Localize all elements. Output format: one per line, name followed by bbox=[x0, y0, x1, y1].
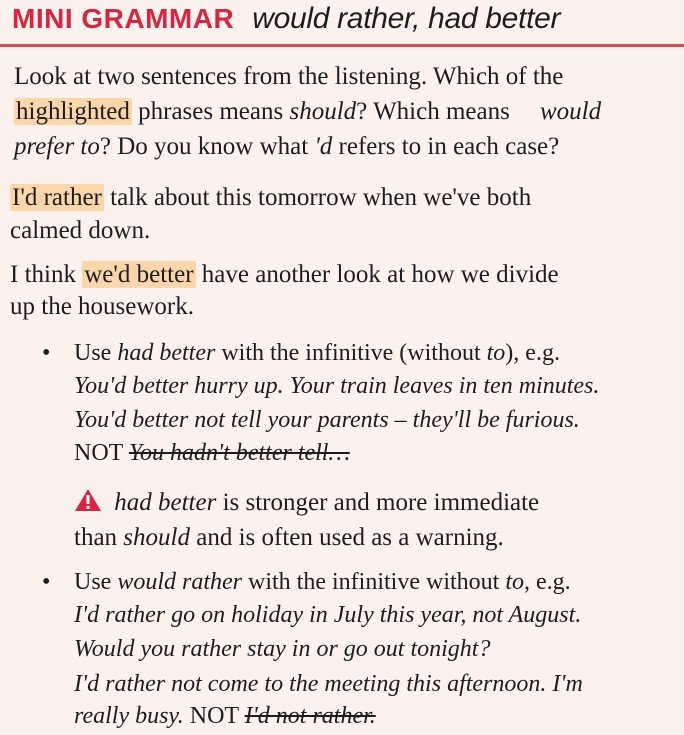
highlighted-word: highlighted bbox=[16, 98, 130, 125]
italic-term: should bbox=[289, 98, 357, 125]
struck-example: I'd not rather. bbox=[244, 703, 376, 729]
bullet-2-rule: Use would rather with the infinitive without to, e.g. bbox=[74, 569, 571, 595]
italic-term: should bbox=[123, 524, 190, 551]
section-title: MINI GRAMMAR bbox=[12, 3, 235, 34]
bullet-2-example-2: Would you rather stay in or go out tonight? bbox=[74, 636, 491, 662]
example-1-line-2 bbox=[10, 214, 150, 247]
italic-term: to bbox=[505, 569, 524, 595]
intro-text: refers to in each case? bbox=[338, 133, 560, 160]
not-label: NOT bbox=[189, 703, 239, 729]
bullet-dot: • bbox=[42, 569, 51, 595]
bullet-1-incorrect bbox=[74, 437, 350, 469]
title-divider bbox=[0, 44, 684, 47]
intro-line-2-tail: would bbox=[540, 98, 602, 125]
warning-text: and is often used as a warning. bbox=[196, 524, 504, 551]
example-text: really busy. bbox=[74, 703, 184, 729]
example-2-line-2 bbox=[10, 290, 194, 323]
bullet-2-example-1: I'd rather go on holiday in July this year, not August. bbox=[74, 602, 582, 628]
italic-term: 'd bbox=[314, 133, 333, 160]
struck-example: You hadn't better tell… bbox=[128, 440, 350, 466]
warning-line-2: than should and is often used as a warning. bbox=[74, 524, 504, 551]
title-row bbox=[12, 2, 560, 44]
section-subtitle: would rather, had better bbox=[252, 2, 561, 35]
bullet-2-example-3: I'd rather not come to the meeting this afternoon. I'm bbox=[74, 671, 583, 697]
italic-term: to bbox=[486, 340, 506, 366]
example-text: up the housework. bbox=[10, 293, 194, 320]
intro-text: ? Do you know what bbox=[99, 133, 309, 160]
example-2-line-1 bbox=[10, 258, 559, 291]
not-label: NOT bbox=[74, 440, 123, 466]
intro-text: Look at two sentences from the listening. Which of the bbox=[14, 63, 564, 90]
bullet-dot: • bbox=[42, 340, 51, 366]
example-1-line-1 bbox=[10, 181, 531, 214]
warning-text: is stronger and more immediate bbox=[222, 489, 540, 516]
intro-text: ? Which means bbox=[356, 98, 510, 125]
bullet-2-incorrect bbox=[74, 700, 376, 732]
example-text: I think bbox=[10, 261, 76, 288]
highlighted-phrase: I'd rather bbox=[12, 184, 102, 211]
intro-line-1 bbox=[14, 60, 563, 93]
intro-line-2 bbox=[14, 95, 510, 128]
italic-term: had better bbox=[117, 340, 216, 366]
intro-text: phrases means bbox=[138, 98, 284, 125]
warning-line-1 bbox=[74, 486, 539, 519]
italic-term: would rather bbox=[117, 569, 243, 595]
example-text: talk about this tomorrow when we've both bbox=[110, 184, 532, 211]
highlighted-phrase: we'd better bbox=[84, 261, 194, 288]
bullet-1-example-1: You'd better hurry up. Your train leaves in ten minutes. bbox=[74, 373, 600, 399]
example-text: calmed down. bbox=[10, 217, 151, 244]
warning-triangle-icon bbox=[74, 488, 102, 512]
example-text: have another look at how we divide bbox=[201, 261, 559, 288]
italic-term: had better bbox=[114, 489, 217, 516]
intro-line-3: prefer to? Do you know what 'd refers to in each case? bbox=[14, 133, 560, 160]
bullet-1-example-2: You'd better not tell your parents – they'll be furious. bbox=[74, 407, 580, 433]
bullet-1-rule: Use had better with the infinitive (without to), e.g. bbox=[74, 340, 560, 366]
